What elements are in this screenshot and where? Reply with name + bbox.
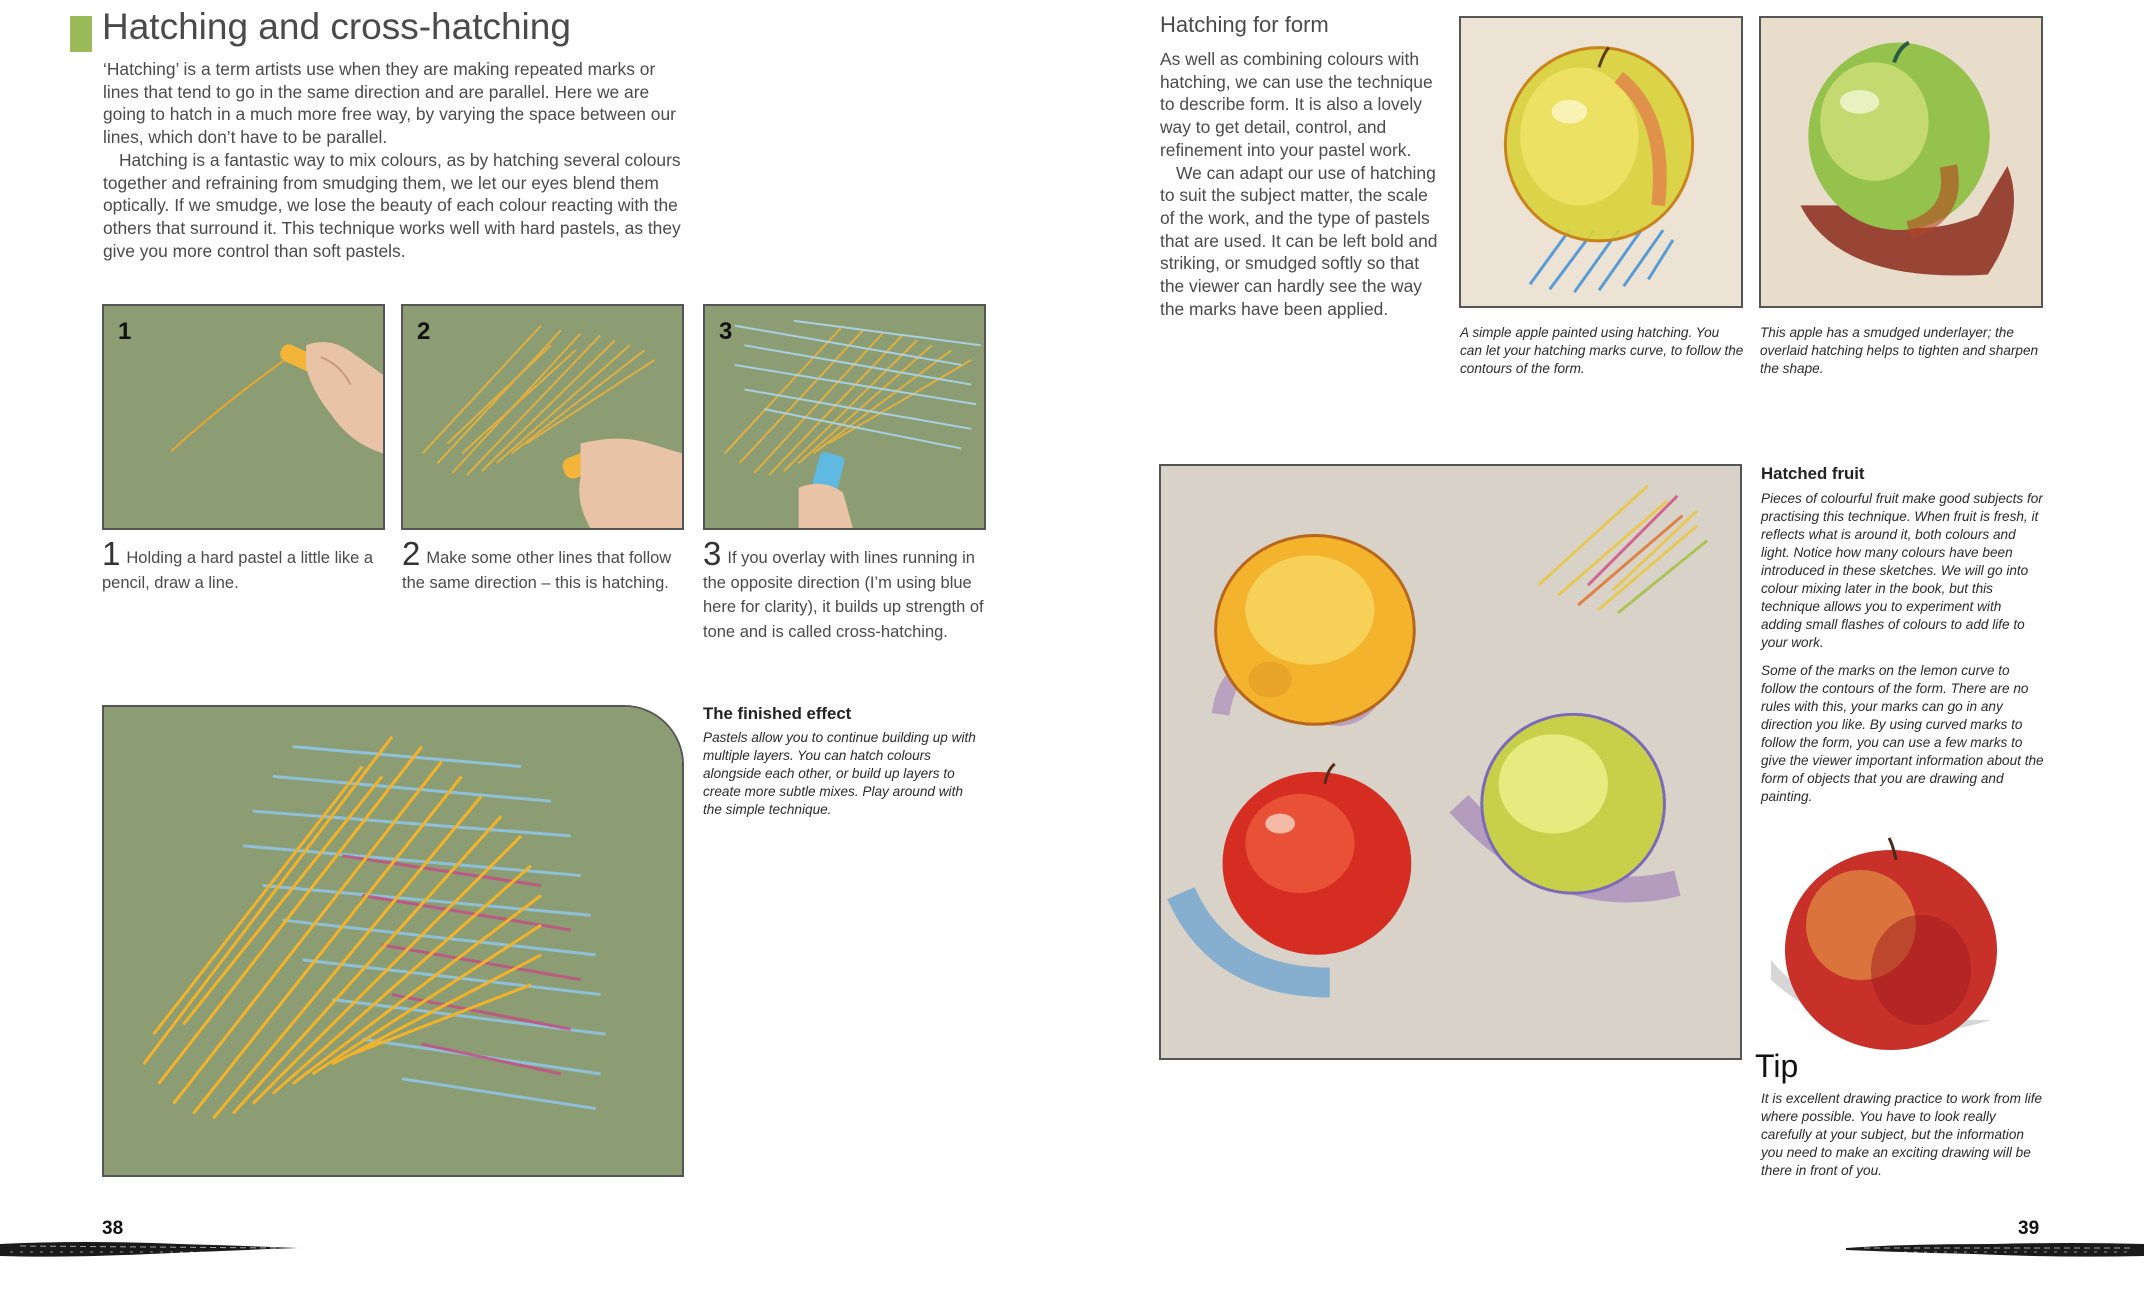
page-number-left: 38 xyxy=(102,1218,124,1239)
intro-paragraph-1: ‘Hatching’ is a term artists use when they are making repeated marks or lines that tend to go in the same direction and are parallel. Here we are going to hatch in a much more free way, by varying the space between our lines, which don’t have to be parallel. xyxy=(103,59,676,148)
hatched-fruit-text xyxy=(1761,490,2045,806)
intro-text xyxy=(103,58,693,262)
page-number-right: 39 xyxy=(2018,1218,2040,1239)
intro-paragraph-2: Hatching is a fantastic way to mix colours, as by hatching several colours together and refraining from smudging them, we let our eyes blend them optically. If we smudge, we lose the beauty of each colour reacting with the others that surround it. This technique works well with hard pastels, as they give you more control than soft pastels. xyxy=(103,149,681,261)
hatched-fruit-paragraph-2: Some of the marks on the lemon curve to follow the contours of the form. There are no rules with this, your marks can go in any direction you like. By using curved marks to follow the form, you can use a few marks to give the viewer important information about the form of objects that you are drawing and painting. xyxy=(1761,663,2044,804)
form-paragraph-2: We can adapt our use of hatching to suit the subject matter, the scale of the work, and the type of pastels that are used. It can be left bold and striking, or smudged softly so that the viewer can hardly see the way the marks have been applied. xyxy=(1160,162,1438,319)
page-title: Hatching and cross-hatching xyxy=(102,6,571,47)
apple-caption-1: A simple apple painted using hatching. You can let your hatching marks curve, to follow the contours of the form. xyxy=(1460,325,1744,376)
hatched-fruit-paragraph-1: Pieces of colourful fruit make good subjects for practising this technique. When fruit is fresh, it reflects what is around it, both colours and light. Notice how many colours have been introduced in these sketches. We will go into colour mixing later in the book, but this technique allows you to experiment with adding small flashes of colours to add life to your work. xyxy=(1761,491,2043,650)
step-1-caption xyxy=(102,535,380,595)
hatched-apple-photo xyxy=(1459,16,1743,308)
title-accent-bar xyxy=(70,16,92,52)
form-text xyxy=(1160,48,1443,320)
finished-effect-photo xyxy=(102,705,684,1177)
step-1-photo xyxy=(102,304,385,530)
step-3-number: 3 xyxy=(703,535,722,572)
finished-effect-heading: The finished effect xyxy=(703,704,852,723)
tip-heading: Tip xyxy=(1755,1048,1799,1084)
section-title: Hatching for form xyxy=(1160,12,1329,37)
step-2-caption xyxy=(402,535,684,595)
finished-effect-text: Pastels allow you to continue building up with multiple layers. You can hatch colours alongside each other, or build up layers to create more subtle mixes. Play around with the simple technique. xyxy=(703,730,976,817)
step-1-label: 1 xyxy=(118,318,132,345)
brush-stroke-left xyxy=(0,1240,300,1258)
step-1-number: 1 xyxy=(102,535,121,572)
tip-text: It is excellent drawing practice to work from life where possible. You have to look really carefully at your subject, but the information you need to make an exciting drawing will be there in front of you. xyxy=(1761,1091,2043,1178)
step-2-label: 2 xyxy=(417,318,431,345)
step-3-photo xyxy=(703,304,986,530)
tip-apple-photo xyxy=(1761,830,2011,1060)
hatched-fruit-painting xyxy=(1159,464,1742,1060)
step-2-photo xyxy=(401,304,684,530)
step-3-caption xyxy=(703,535,985,644)
brush-stroke-right xyxy=(1844,1240,2144,1258)
step-3-text: If you overlay with lines running in the opposite direction (I’m using blue here for clarity), it builds up strength of tone and is called cross-hatching. xyxy=(703,549,984,641)
form-paragraph-1: As well as combining colours with hatching, we can use the technique to describe form. It is also a lovely way to get detail, control, and refinement into your pastel work. xyxy=(1160,49,1433,160)
step-2-text: Make some other lines that follow the same direction – this is hatching. xyxy=(402,549,672,592)
hatched-fruit-heading: Hatched fruit xyxy=(1761,464,1865,483)
step-1-text: Holding a hard pastel a little like a pencil, draw a line. xyxy=(102,549,374,592)
step-3-label: 3 xyxy=(719,318,733,345)
smudged-apple-photo xyxy=(1759,16,2043,308)
apple-caption-2: This apple has a smudged underlayer; the overlaid hatching helps to tighten and sharpen the shape. xyxy=(1760,325,2039,376)
step-2-number: 2 xyxy=(402,535,421,572)
